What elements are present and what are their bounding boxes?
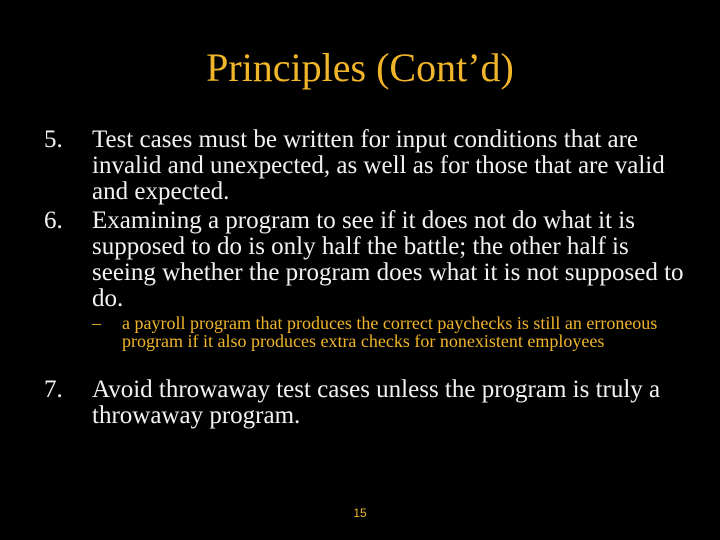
list-item-6 — [44, 208, 694, 312]
list-item-7 — [44, 377, 694, 429]
list-item-5 — [44, 127, 694, 205]
slide-title: Principles (Cont’d) — [206, 45, 514, 90]
list-item-number: 5. — [44, 126, 63, 153]
list-item-text: Test cases must be written for input conditions that are invalid and unexpected, as well as for those that are valid and expected. — [92, 126, 665, 205]
page-number: 15 — [353, 506, 367, 520]
sub-bullet-text: a payroll program that produces the correct paychecks is still an erroneous program if it also produces extra checks for nonexistent employees — [122, 313, 658, 351]
list-item-number: 6. — [44, 207, 63, 234]
list-item-number: 7. — [44, 376, 63, 403]
sub-bullet — [92, 314, 682, 350]
dash-bullet: – — [92, 313, 101, 333]
list-item-text: Avoid throwaway test cases unless the program is truly a throwaway program. — [92, 376, 661, 429]
list-item-text: Examining a program to see if it does not do what it is supposed to do is only half the battle; the other half is seeing whether the program does what it is not supposed to do. — [92, 207, 684, 312]
